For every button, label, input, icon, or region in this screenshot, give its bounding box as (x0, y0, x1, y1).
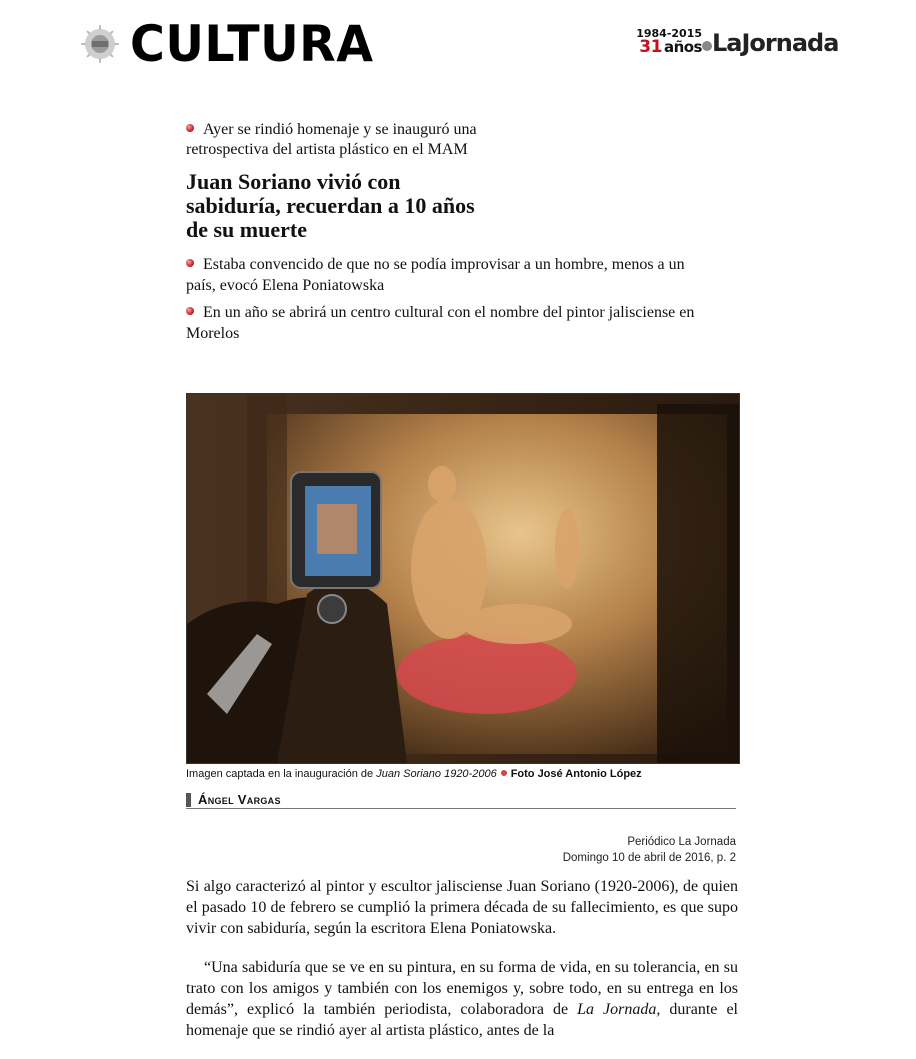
brand-name: LaJornada (712, 29, 839, 57)
bullet-icon (186, 124, 194, 132)
caption-title: Juan Soriano 1920-2006 (376, 768, 497, 780)
paragraph-text: “Una sabiduría que se ve en su pintura, en su forma de vida, en su tolerancia, en su trato con los amigos y también con los enemigos y, sobre todo, en su entrega en los demás”, explicó la también periodista, colaboradora de (186, 959, 738, 1018)
source-info (436, 834, 736, 866)
source-publication: Periódico La Jornada (627, 836, 736, 848)
author-name: Ángel Vargas (198, 792, 281, 807)
kicker-text: Ayer se rindió homenaje y se inauguró una retrospectiva del artista plástico en el MAM (186, 121, 477, 158)
brand-logo (632, 28, 852, 58)
bullet-icon (186, 307, 194, 315)
byline (186, 792, 736, 809)
section-title: CULTURA (130, 15, 374, 73)
bullet-icon (186, 259, 194, 267)
byline-bar (186, 793, 191, 807)
article-photo (186, 393, 740, 764)
brand-dot-icon (702, 41, 712, 51)
credit-dot-icon (501, 770, 507, 776)
caption-text: Imagen captada en la inauguración de (186, 768, 377, 780)
paragraph (186, 957, 738, 1041)
sun-logo-icon (80, 24, 124, 64)
subhead (186, 302, 706, 344)
newspaper-name: La Jornada, (577, 1001, 661, 1018)
subhead-text: En un año se abrirá un centro cultural con el nombre del pintor jalisciense en Morelos (186, 304, 695, 342)
photo-caption (186, 768, 746, 780)
source-date: Domingo 10 de abril de 2016, p. 2 (562, 852, 736, 864)
subhead-text: Estaba convencido de que no se podía improvisar a un hombre, menos a un país, evocó Elena Poniatowska (186, 256, 685, 294)
article-header (186, 120, 736, 350)
photo-credit: Foto José Antonio López (510, 768, 642, 780)
masthead (0, 0, 916, 80)
kicker (186, 120, 496, 160)
brand-years: 1984-2015 (636, 27, 702, 40)
brand-anniversary (632, 37, 702, 57)
headline: Juan Soriano vivió con sabiduría, recuerdan a 10 años de su muerte (186, 169, 475, 242)
paragraph-text: durante el homenaje que se rindió ayer al artista plástico, antes de la (186, 1001, 738, 1039)
photo-illustration (187, 394, 739, 763)
brand-count-number: 31 (639, 37, 662, 57)
subhead (186, 254, 706, 296)
brand-count-suffix: años (663, 38, 702, 56)
article-body (186, 876, 738, 1059)
paragraph: Si algo caracterizó al pintor y escultor jalisciense Juan Soriano (1920-2006), de quien el pasado 10 de febrero se cumplió la primera década de su fallecimiento, es que supo vivir con sabiduría, según la escritora Elena Poniatowska. (186, 878, 738, 937)
